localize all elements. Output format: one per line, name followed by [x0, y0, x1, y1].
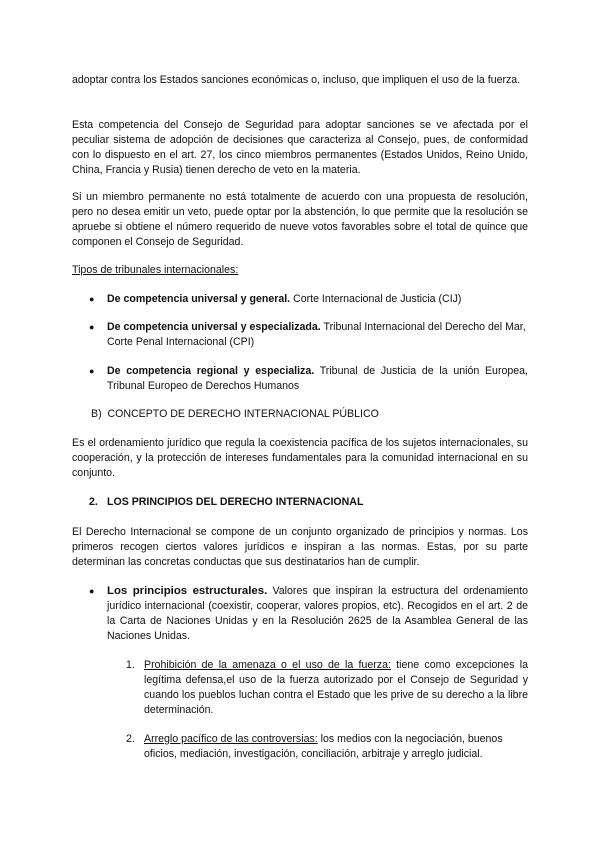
- list-number: 1.: [126, 659, 135, 671]
- principio-estructural: [107, 584, 528, 644]
- concepto-text: Es el ordenamiento jurídico que regula la coexistencia pacífica de los sujetos internacionales, su cooperación, y la protección de intereses fundamentales para la comunidad internacional en su conjunto.: [72, 437, 528, 479]
- bullet-icon: ●: [89, 294, 95, 304]
- principios-intro: El Derecho Internacional se compone de un conjunto organizado de principios y normas. Los primeros recogen ciertos valores jurídicos e inspiran a las normas. Estas, por su parte determinan las concretas conductas que sus destinatarios han de cumplir.: [72, 526, 528, 568]
- principio-item: [144, 658, 528, 718]
- section-heading: LOS PRINCIPIOS DEL DERECHO INTERNACIONAL: [107, 496, 364, 508]
- principio-estructural-text: Valores que inspiran la estructura del ordenamiento jurídico internacional (coexistir, cooperar, valores propios, etc). Recogidos en el art. 2 de la Carta de Naciones Unidas y en la Resolución 2625 de la Asamblea General de las Naciones Unidas.: [107, 585, 529, 642]
- tribunal-item-title: De competencia universal y general.: [107, 293, 291, 305]
- principio-item-title: Arreglo pacífico de las controversias:: [144, 733, 318, 745]
- paragraph-continuation: adoptar contra los Estados sanciones económicas o, incluso, que impliquen el uso de la fuerza.: [72, 74, 521, 86]
- concepto-heading: B) CONCEPTO DE DERECHO INTERNACIONAL PÚBLICO: [91, 408, 379, 420]
- principio-item-title: Prohibición de la amenaza o el uso de la fuerza:: [144, 659, 391, 671]
- tribunales-heading: Tipos de tribunales internacionales:: [72, 264, 239, 276]
- section-number: 2.: [89, 496, 98, 508]
- bullet-icon: ●: [89, 366, 95, 376]
- tribunal-item-text: Tribunal Internacional del Derecho del Mar, Corte Penal Internacional (CPI): [107, 321, 526, 348]
- principio-item: [144, 732, 528, 762]
- bullet-icon: ●: [89, 322, 95, 332]
- list-number: 2.: [126, 733, 135, 745]
- paragraph-abstencion: Si un miembro permanente no está totalmente de acuerdo con una propuesta de resolución, pero no desea emitir un veto, puede optar por la abstención, lo que permite que la resolución se apruebe si obtiene el número requerido de nueve votos favorables sobre el total de quince que componen el Consejo de Seguridad.: [72, 191, 528, 248]
- tribunal-item-title: De competencia universal y especializada.: [107, 321, 321, 333]
- paragraph-veto: Esta competencia del Consejo de Seguridad para adoptar sanciones se ve afectada por el peculiar sistema de adopción de decisiones que caracteriza al Consejo, pues, de conformidad con lo dispuesto en el art. 27, los cinco miembros permanentes (Estados Unidos, Reino Unido, China, Francia y Rusia) tienen derecho de veto en la materia.: [72, 119, 528, 176]
- tribunal-item-text: Tribunal de Justicia de la unión Europea, Tribunal Europeo de Derechos Humanos: [107, 365, 528, 392]
- tribunal-item: [107, 364, 528, 394]
- principio-item-text: los medios con la negociación, buenos oficios, mediación, investigación, conciliación, arbitraje y arreglo judicial.: [144, 733, 503, 760]
- principio-item-text: tiene como excepciones la legítima defensa,el uso de la fuerza autorizado por el Consejo de Seguridad y cuando los pueblos luchan contra el Estado que les prive de su derecho a la libre determinación.: [144, 659, 528, 716]
- tribunal-item: [107, 320, 528, 350]
- tribunal-item-title: De competencia regional y especializa.: [107, 365, 315, 377]
- principio-estructural-title: Los principios estructurales.: [107, 585, 268, 597]
- tribunal-item: [107, 292, 528, 307]
- bullet-icon: ●: [89, 586, 95, 596]
- tribunal-item-text: Corte Internacional de Justicia (CIJ): [290, 293, 462, 305]
